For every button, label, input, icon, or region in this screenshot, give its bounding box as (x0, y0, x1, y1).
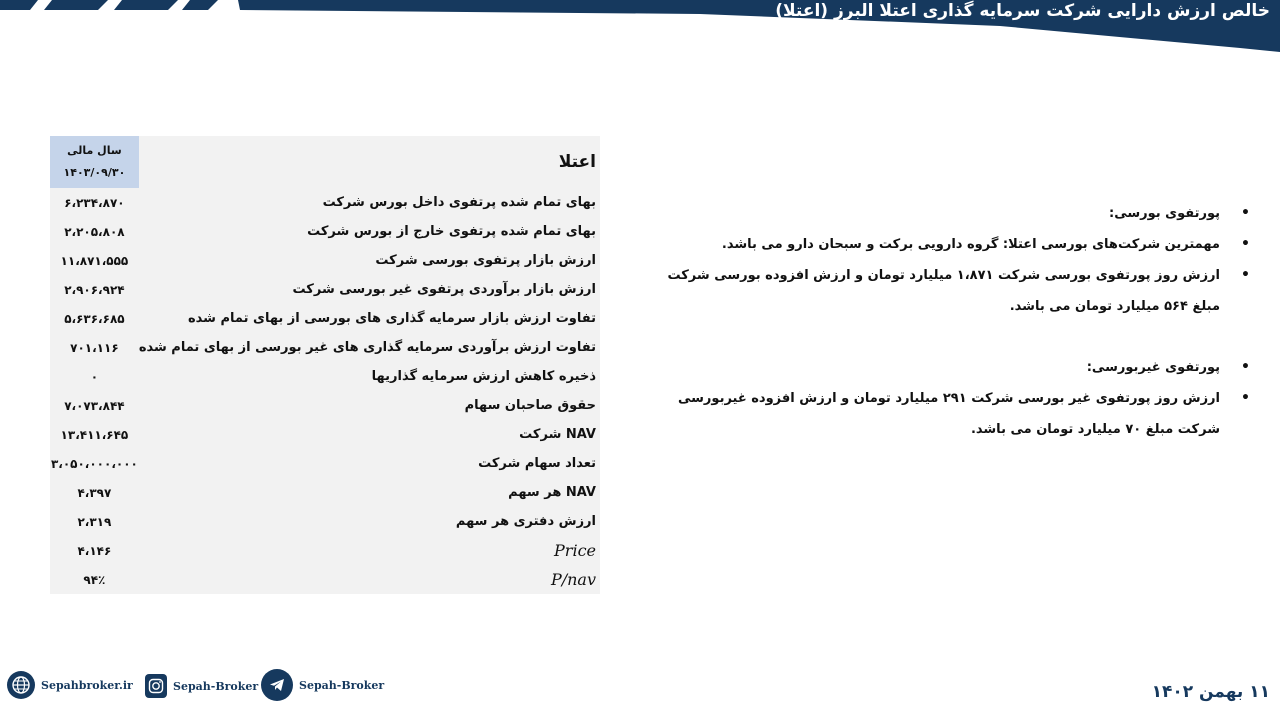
row-label: تعداد سهام شرکت (478, 456, 596, 471)
row-value: ۷،۰۷۳،۸۴۴ (64, 398, 125, 413)
row-label: ارزش بازار پرتفوی بورسی شرکت (375, 253, 596, 268)
row-value: ۷۰۱،۱۱۶ (70, 340, 119, 355)
row-label: ارزش بازار برآوردی پرتفوی غیر بورسی شرکت (292, 282, 596, 297)
website-link[interactable] (7, 671, 133, 699)
row-label: ارزش دفتری هر سهم (455, 514, 596, 529)
row-label: تفاوت ارزش بازار سرمایه گذاری های بورسی از بهای تمام شده (188, 311, 596, 326)
table-row (50, 217, 600, 246)
row-label: P/nav (550, 570, 596, 589)
nonbourse-item: • ارزش روز پورتفوی غیر بورسی شرکت ۲۹۱ میلیارد تومان و ارزش افزوده غیربورسی شرکت مبلغ ۷۰ میلیارد تومان می باشد. (640, 383, 1220, 445)
table-row (50, 188, 600, 217)
fiscal-year-label: سال مالی (67, 144, 122, 157)
page-title: خالص ارزش دارایی شرکت سرمایه گذاری اعتلا البرز (اعتلا) (775, 1, 1270, 21)
table-title: اعتلا (139, 136, 600, 188)
telegram-label: Sepah-Broker (299, 678, 385, 692)
row-label: ذخیره کاهش ارزش سرمایه گذاریها (371, 369, 596, 384)
website-label: Sepahbroker.ir (41, 678, 133, 692)
table-row (50, 420, 600, 449)
instagram-icon (145, 674, 167, 698)
row-label: NAV شرکت (519, 427, 596, 442)
bourse-heading: • پورتفوی بورسی: (640, 198, 1220, 229)
row-value: ۴،۳۹۷ (77, 485, 112, 500)
row-value: ۵،۶۳۶،۶۸۵ (64, 311, 125, 326)
table-row (50, 536, 600, 565)
row-label: تفاوت ارزش برآوردی سرمایه گذاری های غیر بورسی از بهای تمام شده (138, 340, 596, 355)
telegram-link[interactable] (261, 669, 384, 701)
row-value: ۶،۲۳۴،۸۷۰ (64, 195, 125, 210)
table-row (50, 246, 600, 275)
instagram-link[interactable] (145, 674, 258, 698)
row-value: ۱۱،۸۷۱،۵۵۵ (60, 253, 129, 268)
row-value: ۲،۹۰۶،۹۲۴ (64, 282, 125, 297)
row-value: ۳،۰۵۰،۰۰۰،۰۰۰ (50, 456, 138, 471)
nav-table (50, 136, 600, 594)
table-row (50, 565, 600, 594)
table-row (50, 304, 600, 333)
row-label: بهای تمام شده پرتفوی خارج از بورس شرکت (307, 224, 596, 239)
portfolio-notes (640, 198, 1250, 445)
bourse-item: • مهمترین شرکت‌های بورسی اعتلا: گروه دارویی برکت و سبحان دارو می باشد. (640, 229, 1220, 260)
telegram-icon (261, 669, 293, 701)
bourse-item: • ارزش روز پورتفوی بورسی شرکت ۱،۸۷۱ میلیارد تومان و ارزش افزوده بورسی شرکت مبلغ ۵۶۴ میلیارد تومان می باشد. (640, 260, 1220, 322)
row-value: ۱۳،۴۱۱،۶۴۵ (60, 427, 129, 442)
table-row (50, 275, 600, 304)
row-label: NAV هر سهم (508, 485, 596, 500)
instagram-label: Sepah-Broker (173, 679, 259, 693)
row-value: ۰ (90, 369, 99, 384)
fiscal-year-date: ۱۴۰۳/۰۹/۳۰ (63, 166, 126, 179)
row-label: حقوق صاحبان سهام (464, 398, 596, 413)
row-value: ۲،۳۱۹ (77, 514, 112, 529)
row-label: Price (554, 541, 596, 560)
row-value: ۲،۲۰۵،۸۰۸ (64, 224, 125, 239)
fiscal-year-header (50, 136, 139, 188)
row-value: ۹۴٪ (83, 572, 106, 587)
row-label: بهای تمام شده پرتفوی داخل بورس شرکت (322, 195, 596, 210)
globe-icon (7, 671, 35, 699)
row-value: ۴،۱۴۶ (77, 543, 112, 558)
table-row (50, 391, 600, 420)
table-row (50, 478, 600, 507)
table-row (50, 449, 600, 478)
nonbourse-heading: • پورتفوی غیربورسی: (640, 352, 1220, 383)
table-row (50, 333, 600, 362)
slide-date: ۱۱ بهمن ۱۴۰۲ (1151, 682, 1270, 702)
table-row (50, 507, 600, 536)
table-header-row (50, 136, 600, 188)
table-row (50, 362, 600, 391)
